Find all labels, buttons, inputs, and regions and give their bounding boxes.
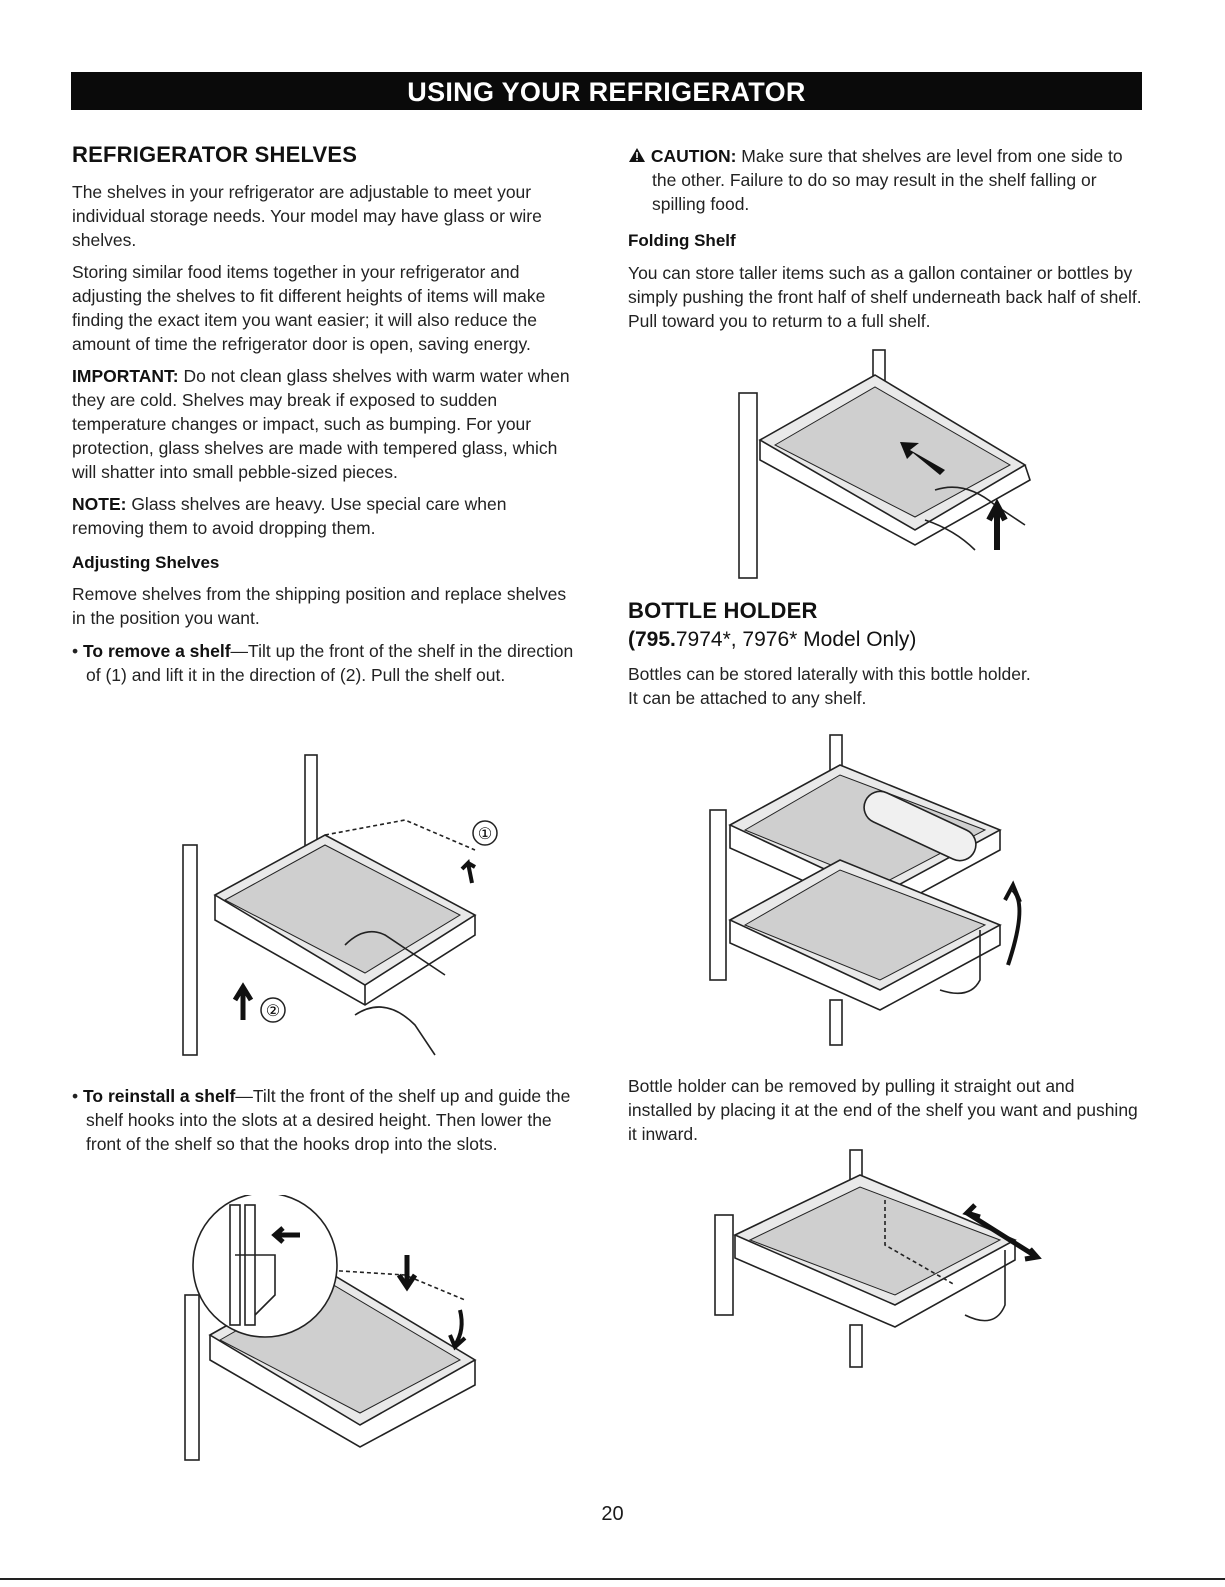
reinstall-shelf-item <box>72 1084 572 1156</box>
note-paragraph <box>72 492 577 540</box>
arrow-down-icon <box>399 1255 415 1287</box>
arrow-up-icon <box>462 863 475 883</box>
page-number: 20 <box>601 1503 624 1525</box>
arrow-down-icon <box>450 1310 465 1347</box>
note-text: Glass shelves are heavy. Use special care when removing them to avoid dropping them. <box>72 494 507 538</box>
bottle-holder-illustration <box>690 730 1040 1050</box>
adjusting-shelves-heading: Adjusting Shelves <box>72 553 220 572</box>
remove-shelf-item <box>72 639 577 687</box>
bullet: • <box>72 641 79 661</box>
note-label: NOTE: <box>72 494 127 514</box>
important-paragraph <box>72 364 577 484</box>
caution-paragraph <box>628 144 1148 216</box>
bottle-holder-line2: It can be attached to any shelf. <box>628 688 867 708</box>
intro-paragraph: The shelves in your refrigerator are adjustable to meet your individual storage needs. Your model may have glass or wire shelves. <box>72 182 542 250</box>
bottle-holder-section <box>628 598 1148 710</box>
caution-label: CAUTION: <box>650 146 737 166</box>
refrigerator-shelves-heading: REFRIGERATOR SHELVES <box>72 142 358 167</box>
bottle-holder-line1: Bottles can be stored laterally with this bottle holder. <box>628 664 1031 684</box>
bottle-holder-heading: BOTTLE HOLDER <box>628 598 818 623</box>
folding-shelf-illustration <box>735 345 1065 580</box>
folding-shelf-paragraph: You can store taller items such as a gallon container or bottles by simply pushing the front half of shelf underneath back half of shelf. Pull toward you to returm to a full shelf. <box>628 263 1142 331</box>
reinstall-shelf-label: To reinstall a shelf <box>83 1086 236 1106</box>
bullet: • <box>72 1086 79 1106</box>
important-text: Do not clean glass shelves with warm water when they are cold. Shelves may break if exposed to sudden temperature changes or impact, such as bumping. For your protection, glass shelves are made with tempered glass, which will shatter into small pebble-sized pieces. <box>72 366 570 482</box>
bottle-holder-removal-illustration <box>705 1145 1050 1370</box>
left-column <box>72 142 577 687</box>
folding-shelf-heading: Folding Shelf <box>628 231 736 250</box>
fig1-label-2 <box>261 998 285 1022</box>
right-column <box>628 144 1148 333</box>
model-list: 7974*, 7976* Model Only) <box>675 628 917 651</box>
arrow-up-icon <box>989 505 1005 550</box>
remove-shelf-illustration <box>175 745 515 1060</box>
section-banner: USING YOUR REFRIGERATOR <box>71 72 1142 110</box>
svg-text:②: ② <box>265 1003 281 1020</box>
bottle-holder-removal-paragraph: Bottle holder can be removed by pulling it straight out and installed by placing it at the end of the shelf you want and pushing it inward. <box>628 1076 1138 1144</box>
caution-text: Make sure that shelves are level from one side to the other. Failure to do so may result in the shelf falling or spilling food. <box>652 146 1123 214</box>
bottom-rule <box>0 1578 1225 1580</box>
remove-shelf-text: —Tilt up the front of the shelf in the direction of (1) and lift it in the direction of (2). Pull the shelf out. <box>86 641 574 685</box>
storage-paragraph: Storing similar food items together in your refrigerator and adjusting the shelves to fit different heights of items will make finding the exact item you want easier; it will also reduce the amount of time the refrigerator door is open, saving energy. <box>72 262 546 354</box>
fig1-label-1 <box>473 821 497 845</box>
important-label: IMPORTANT: <box>72 366 179 386</box>
arrow-up-icon <box>1005 885 1020 965</box>
arrow-up-icon <box>235 987 251 1020</box>
remove-shelf-label: To remove a shelf <box>83 641 231 661</box>
reinstall-shelf-text: —Tilt the front of the shelf up and guide the shelf hooks into the slots at a desired height. Then lower the front of the shelf so that the hooks drop into the slots. <box>86 1086 571 1154</box>
adjusting-paragraph: Remove shelves from the shipping position and replace shelves in the position you want. <box>72 584 567 628</box>
reinstall-shelf-illustration <box>175 1195 495 1465</box>
model-prefix: (795. <box>628 628 676 651</box>
warning-triangle-icon <box>628 147 646 163</box>
svg-text:①: ① <box>477 826 493 843</box>
bottle-holder-models <box>628 628 1148 652</box>
